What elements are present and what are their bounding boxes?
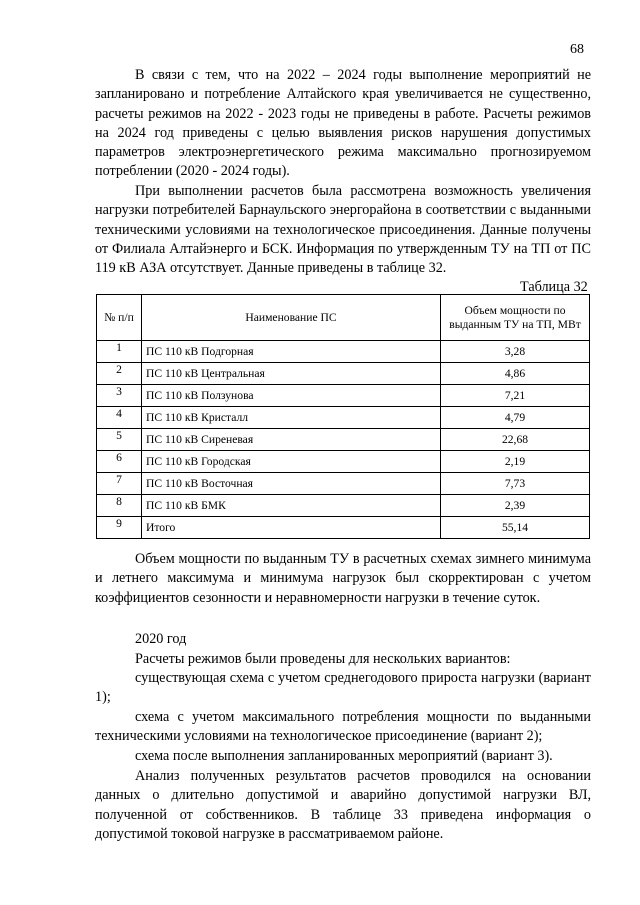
row-substation: ПС 110 кВ Ползунова — [142, 385, 441, 407]
year-heading: 2020 год — [135, 631, 187, 647]
table-row — [97, 429, 590, 451]
page-number: 68 — [570, 42, 584, 57]
paragraph-tu-data: При выполнении расчетов была рассмотрена возможность увеличения нагрузки потребителей Барнаульского энергорайона в соответствии с выданными техническими условиями на технологическое присоединения. Данные получены от Филиала Алтайэнерго и БСК. Информация по утвержденным ТУ на ТП от ПС 119 кВ АЗА отсутствует. Данные приведены в таблице 32. — [95, 183, 591, 277]
row-substation: ПС 110 кВ Центральная — [142, 363, 441, 385]
row-capacity: 4,79 — [441, 407, 590, 429]
capacity-table — [96, 294, 590, 539]
row-number: 3 — [97, 385, 142, 407]
row-number: 5 — [97, 429, 142, 451]
row-substation: ПС 110 кВ Городская — [142, 451, 441, 473]
row-substation: ПС 110 кВ Сиреневая — [142, 429, 441, 451]
table-row — [97, 451, 590, 473]
paragraph-correction: Объем мощности по выданным ТУ в расчетных схемах зимнего минимума и летнего максимума и минимума нагрузок был скорректирован с учетом коэффициентов сезонности и неравномерности нагрузки в течение суток. — [95, 551, 591, 606]
table-caption: Таблица 32 — [520, 279, 588, 295]
row-capacity: 7,73 — [441, 473, 590, 495]
row-number: 7 — [97, 473, 142, 495]
variant-1: существующая схема с учетом среднегодового прироста нагрузки (вариант 1); — [95, 670, 591, 706]
paragraph-analysis: Анализ полученных результатов расчетов проводился на основании данных о длительно допустимой и аварийно допустимой нагрузки ВЛ, полученной от собственников. В таблице 33 приведена информация о допустимой токовой нагрузке в рассматриваемом районе. — [95, 768, 591, 842]
row-substation: ПС 110 кВ Кристалл — [142, 407, 441, 429]
row-number: 1 — [97, 341, 142, 363]
row-number: 9 — [97, 517, 142, 539]
table-header-row — [97, 295, 590, 341]
row-capacity: 3,28 — [441, 341, 590, 363]
table-row — [97, 407, 590, 429]
table-row — [97, 385, 590, 407]
row-capacity: 22,68 — [441, 429, 590, 451]
header-capacity: Объем мощности по выданным ТУ на ТП, МВт — [441, 295, 590, 341]
table-row — [97, 495, 590, 517]
row-capacity: 7,21 — [441, 385, 590, 407]
table-row — [97, 363, 590, 385]
variants-intro: Расчеты режимов были проведены для нескольких вариантов: — [135, 651, 511, 667]
header-substation-name: Наименование ПС — [142, 295, 441, 341]
row-number: 6 — [97, 451, 142, 473]
row-substation: ПС 110 кВ Восточная — [142, 473, 441, 495]
paragraph-intro: В связи с тем, что на 2022 – 2024 годы выполнение мероприятий не запланировано и потребление Алтайского края увеличивается не существенно, расчеты режимов на 2022 - 2023 годы не приведены в работе. Расчеты режимов на 2024 год приведены с целью выявления рисков нарушения допустимых параметров электроэнергетического режима максимально прогнозируемом потреблении (2020 - 2024 годы). — [95, 67, 591, 180]
row-number: 8 — [97, 495, 142, 517]
table-row — [97, 473, 590, 495]
row-substation: Итого — [142, 517, 441, 539]
variant-3: схема после выполнения запланированных мероприятий (вариант 3). — [135, 748, 553, 764]
row-substation: ПС 110 кВ БМК — [142, 495, 441, 517]
row-capacity: 2,19 — [441, 451, 590, 473]
row-number: 2 — [97, 363, 142, 385]
table-row-total — [97, 517, 590, 539]
header-number: № п/п — [97, 295, 142, 341]
table-row — [97, 341, 590, 363]
row-capacity: 55,14 — [441, 517, 590, 539]
row-substation: ПС 110 кВ Подгорная — [142, 341, 441, 363]
variant-2: схема с учетом максимального потребления мощности по выданными техническими условиями на технологическое присоединение (вариант 2); — [95, 709, 591, 745]
row-number: 4 — [97, 407, 142, 429]
row-capacity: 4,86 — [441, 363, 590, 385]
row-capacity: 2,39 — [441, 495, 590, 517]
